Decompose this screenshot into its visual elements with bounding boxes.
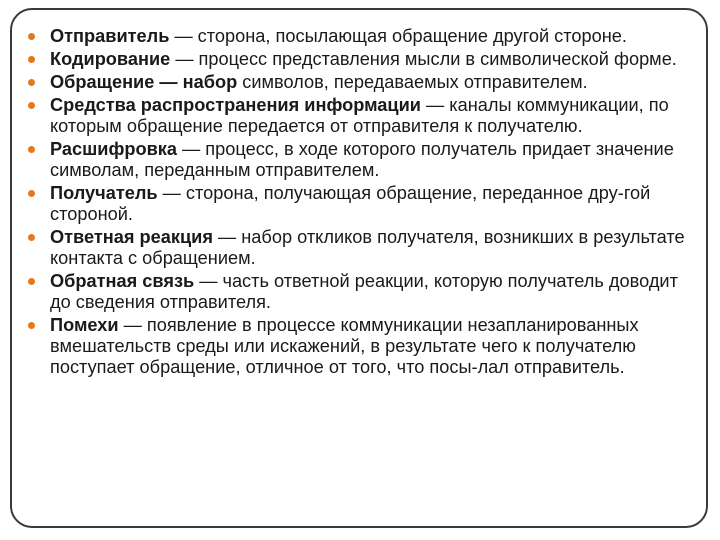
item-term: Помехи	[50, 315, 119, 335]
definition-list	[28, 26, 696, 380]
bullet-icon	[28, 278, 35, 285]
item-definition: — процесс представления мысли в символической форме.	[170, 49, 677, 69]
bullet-icon	[28, 322, 35, 329]
bullet-icon	[28, 79, 35, 86]
list-item	[28, 95, 696, 137]
bullet-icon	[28, 102, 35, 109]
list-item	[28, 227, 696, 269]
item-definition: — сторона, посылающая обращение другой стороне.	[169, 26, 627, 46]
list-item	[28, 315, 696, 378]
item-definition: — каналы коммуникации, по которым обращение передается от отправителя к получателю.	[50, 95, 669, 136]
item-term: Ответная реакция	[50, 227, 213, 247]
item-term: Получатель	[50, 183, 158, 203]
list-item	[28, 183, 696, 225]
list-item	[28, 26, 696, 47]
item-term: Средства распространения информации	[50, 95, 421, 115]
list-item	[28, 72, 696, 93]
bullet-icon	[28, 190, 35, 197]
item-definition: — набор откликов получателя, возникших в результате контакта с обращением.	[50, 227, 685, 268]
item-term: Расшифровка	[50, 139, 177, 159]
item-term: Кодирование	[50, 49, 171, 69]
item-definition: — часть ответной реакции, которую получатель доводит до сведения отправителя.	[50, 271, 678, 312]
item-definition: — сторона, получающая обращение, переданное дру-гой стороной.	[50, 183, 651, 224]
item-definition: — появление в процессе коммуникации незапланированных вмешательств среды или искажений, в результате чего к получателю поступает обращение, отличное от того, что посы-лал отправитель.	[50, 315, 639, 377]
list-item	[28, 139, 696, 181]
bullet-icon	[28, 234, 35, 241]
item-term: Отправитель	[50, 26, 170, 46]
bullet-icon	[28, 33, 35, 40]
list-item	[28, 49, 696, 70]
item-definition: символов, передаваемых отправителем.	[237, 72, 588, 92]
list-item	[28, 271, 696, 313]
item-definition: — процесс, в ходе которого получатель придает значение символам, переданным отправителем.	[50, 139, 674, 180]
bullet-icon	[28, 146, 35, 153]
bullet-icon	[28, 56, 35, 63]
item-term: Обратная связь	[50, 271, 195, 291]
item-term: Обращение — набор	[50, 72, 238, 92]
